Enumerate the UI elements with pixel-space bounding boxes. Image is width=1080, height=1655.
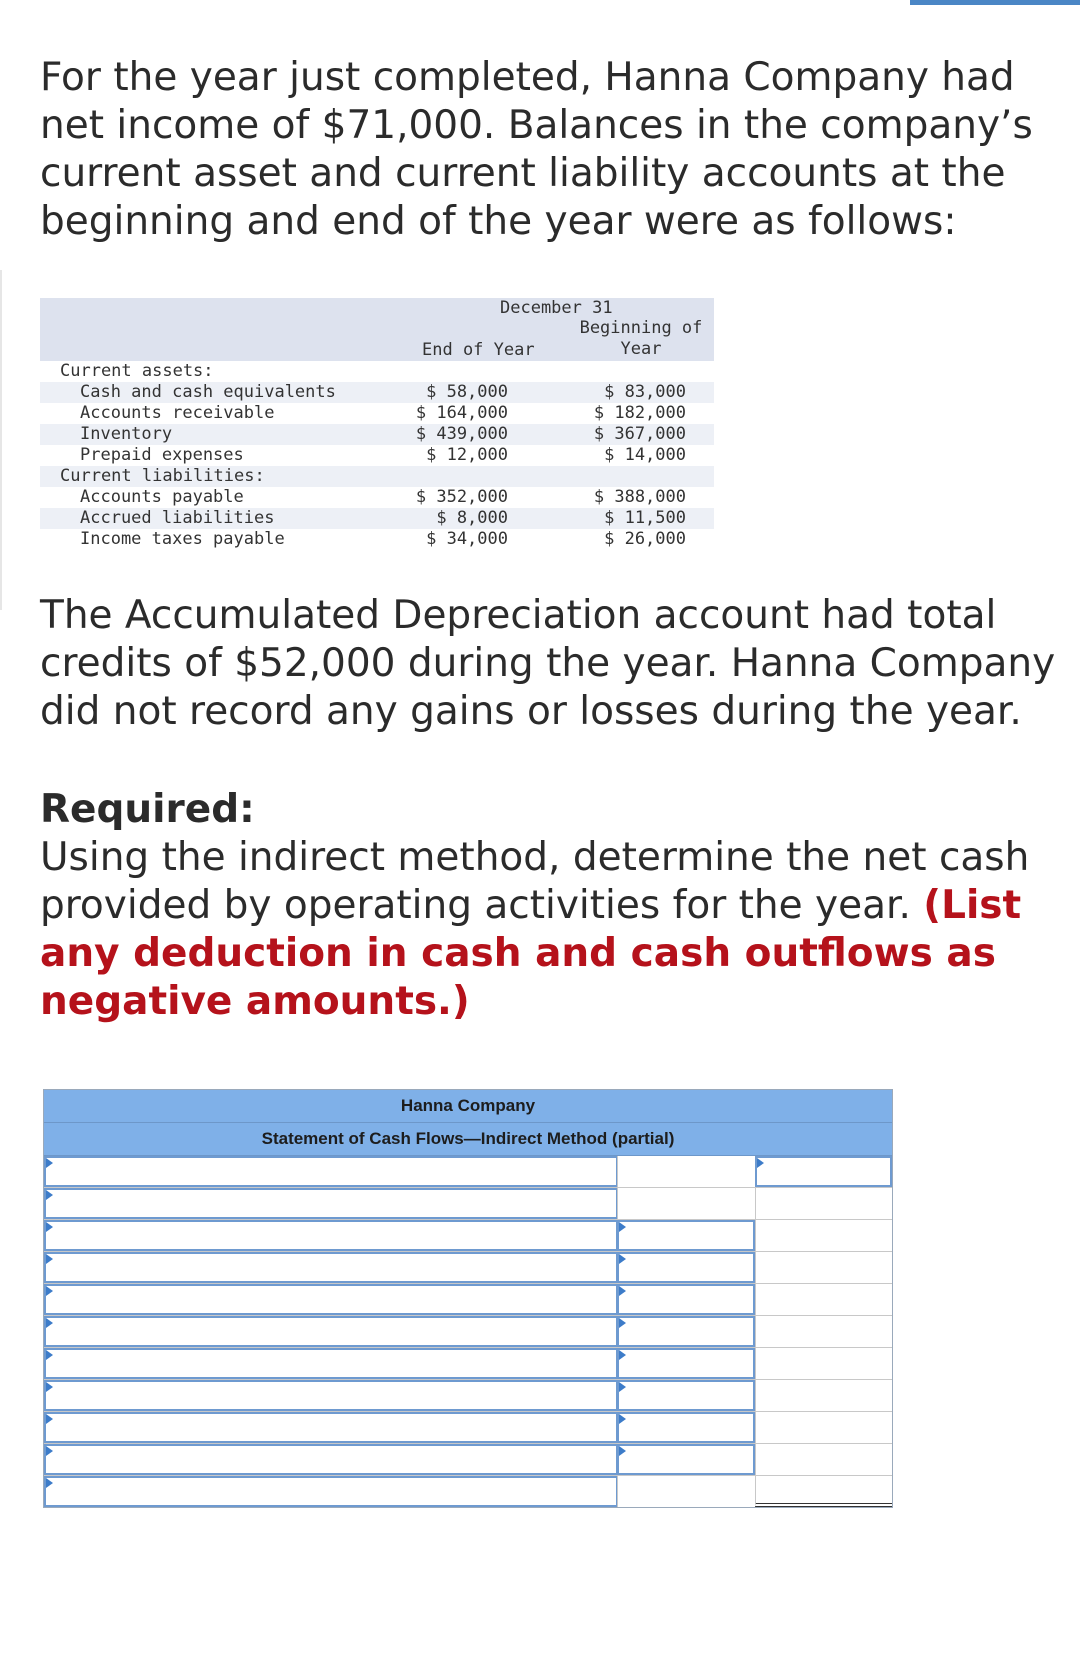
dropdown-marker-icon <box>46 1318 53 1328</box>
input-marker-icon <box>757 1158 764 1168</box>
total-cell <box>755 1188 892 1219</box>
total-cell <box>755 1220 892 1251</box>
row-label: Income taxes payable <box>80 529 285 549</box>
description-input[interactable] <box>44 1316 617 1347</box>
net-cash-total-cell <box>755 1476 892 1507</box>
description-input[interactable] <box>44 1156 617 1187</box>
end-of-year-value: $ 58,000 <box>426 382 508 402</box>
answer-row <box>44 1188 892 1220</box>
dropdown-marker-icon <box>46 1222 53 1232</box>
description-input[interactable] <box>44 1476 617 1507</box>
balances-table <box>40 298 714 550</box>
end-of-year-value: $ 352,000 <box>415 487 508 507</box>
answer-table-header <box>44 1090 892 1156</box>
row-label: Prepaid expenses <box>80 445 244 465</box>
answer-row <box>44 1284 892 1316</box>
dropdown-marker-icon <box>46 1414 53 1424</box>
end-of-year-value: $ 12,000 <box>426 445 508 465</box>
beginning-of-year-value: $ 182,000 <box>593 403 686 423</box>
input-marker-icon <box>619 1286 626 1296</box>
required-block <box>40 786 1060 1026</box>
section-label: Current liabilities: <box>60 466 265 486</box>
section-label: Current assets: <box>60 361 214 381</box>
end-of-year-value: $ 164,000 <box>415 403 508 423</box>
description-input[interactable] <box>44 1252 617 1283</box>
dropdown-marker-icon <box>46 1286 53 1296</box>
beginning-of-year-value: $ 367,000 <box>593 424 686 444</box>
end-of-year-value: $ 34,000 <box>426 529 508 549</box>
depreciation-note: The Accumulated Depreciation account had total credits of $52,000 during the year. Hanna Company did not record any gains or losses during the year. <box>40 593 1056 734</box>
answer-rows <box>44 1156 892 1507</box>
top-tab-indicator <box>910 0 1080 5</box>
total-cell <box>755 1348 892 1379</box>
amount-cell <box>617 1188 755 1219</box>
header-december-31: December 31 <box>500 298 613 318</box>
answer-row <box>44 1156 892 1188</box>
table-row <box>40 487 714 508</box>
balances-table-header <box>40 298 714 361</box>
table-row <box>40 424 714 445</box>
beginning-of-year-value: $ 26,000 <box>604 529 686 549</box>
row-label: Accrued liabilities <box>80 508 275 528</box>
answer-row <box>44 1252 892 1284</box>
input-marker-icon <box>619 1350 626 1360</box>
input-marker-icon <box>619 1382 626 1392</box>
answer-row <box>44 1348 892 1380</box>
answer-row <box>44 1476 892 1507</box>
answer-row <box>44 1412 892 1444</box>
description-input[interactable] <box>44 1188 617 1219</box>
total-cell <box>755 1284 892 1315</box>
section-current-assets <box>40 361 714 382</box>
row-label: Inventory <box>80 424 173 444</box>
input-marker-icon <box>619 1414 626 1424</box>
total-cell <box>755 1252 892 1283</box>
table-row <box>40 529 714 550</box>
statement-title: Statement of Cash Flows—Indirect Method (partial) <box>44 1123 892 1156</box>
description-input[interactable] <box>44 1380 617 1411</box>
input-marker-icon <box>619 1222 626 1232</box>
dropdown-marker-icon <box>46 1382 53 1392</box>
dropdown-marker-icon <box>46 1190 53 1200</box>
input-marker-icon <box>619 1318 626 1328</box>
left-edge-rule <box>0 270 2 610</box>
required-heading: Required: <box>40 787 255 832</box>
answer-row <box>44 1444 892 1476</box>
adjustment-amount-input[interactable] <box>617 1380 755 1411</box>
beginning-of-year-value: $ 14,000 <box>604 445 686 465</box>
description-input[interactable] <box>44 1444 617 1475</box>
end-of-year-value: $ 8,000 <box>436 508 508 528</box>
problem-intro: For the year just completed, Hanna Company had net income of $71,000. Balances in the company’s current asset and current liability accounts at the beginning and end of the year were as follows: <box>40 55 1033 244</box>
table-row <box>40 403 714 424</box>
adjustment-amount-input[interactable] <box>617 1444 755 1475</box>
row-label: Cash and cash equivalents <box>80 382 336 402</box>
company-name: Hanna Company <box>44 1090 892 1123</box>
adjustment-amount-input[interactable] <box>617 1412 755 1443</box>
total-cell <box>755 1444 892 1475</box>
total-cell <box>755 1316 892 1347</box>
dropdown-marker-icon <box>46 1254 53 1264</box>
amount-cell <box>617 1476 755 1507</box>
table-row <box>40 445 714 466</box>
adjustment-amount-input[interactable] <box>617 1348 755 1379</box>
input-marker-icon <box>619 1254 626 1264</box>
beginning-of-year-value: $ 11,500 <box>604 508 686 528</box>
cash-flow-answer-table <box>43 1089 893 1508</box>
section-current-liabilities <box>40 466 714 487</box>
row-label: Accounts payable <box>80 487 244 507</box>
answer-row <box>44 1316 892 1348</box>
description-input[interactable] <box>44 1412 617 1443</box>
description-input[interactable] <box>44 1284 617 1315</box>
total-cell <box>755 1412 892 1443</box>
header-beginning-of-year: Beginning of Year <box>579 318 703 359</box>
adjustment-amount-input[interactable] <box>617 1252 755 1283</box>
adjustment-amount-input[interactable] <box>617 1220 755 1251</box>
beginning-of-year-value: $ 83,000 <box>604 382 686 402</box>
beginning-of-year-value: $ 388,000 <box>593 487 686 507</box>
total-cell <box>755 1380 892 1411</box>
answer-row <box>44 1380 892 1412</box>
description-input[interactable] <box>44 1348 617 1379</box>
dropdown-marker-icon <box>46 1158 53 1168</box>
input-marker-icon <box>619 1446 626 1456</box>
end-of-year-value: $ 439,000 <box>415 424 508 444</box>
net-income-amount-input[interactable] <box>755 1156 892 1187</box>
amount-cell <box>617 1156 755 1187</box>
header-end-of-year: End of Year <box>422 340 535 360</box>
answer-row <box>44 1220 892 1252</box>
adjustment-amount-input[interactable] <box>617 1284 755 1315</box>
description-input[interactable] <box>44 1220 617 1251</box>
row-label: Accounts receivable <box>80 403 275 423</box>
dropdown-marker-icon <box>46 1446 53 1456</box>
table-row <box>40 508 714 529</box>
adjustment-amount-input[interactable] <box>617 1316 755 1347</box>
dropdown-marker-icon <box>46 1350 53 1360</box>
dropdown-marker-icon <box>46 1478 53 1488</box>
required-text: Using the indirect method, determine the net cash provided by operating activities for the year. <box>40 835 1030 928</box>
table-row <box>40 382 714 403</box>
required-note: (List any deduction in cash and cash outflows as negative amounts.) <box>40 883 1022 1024</box>
